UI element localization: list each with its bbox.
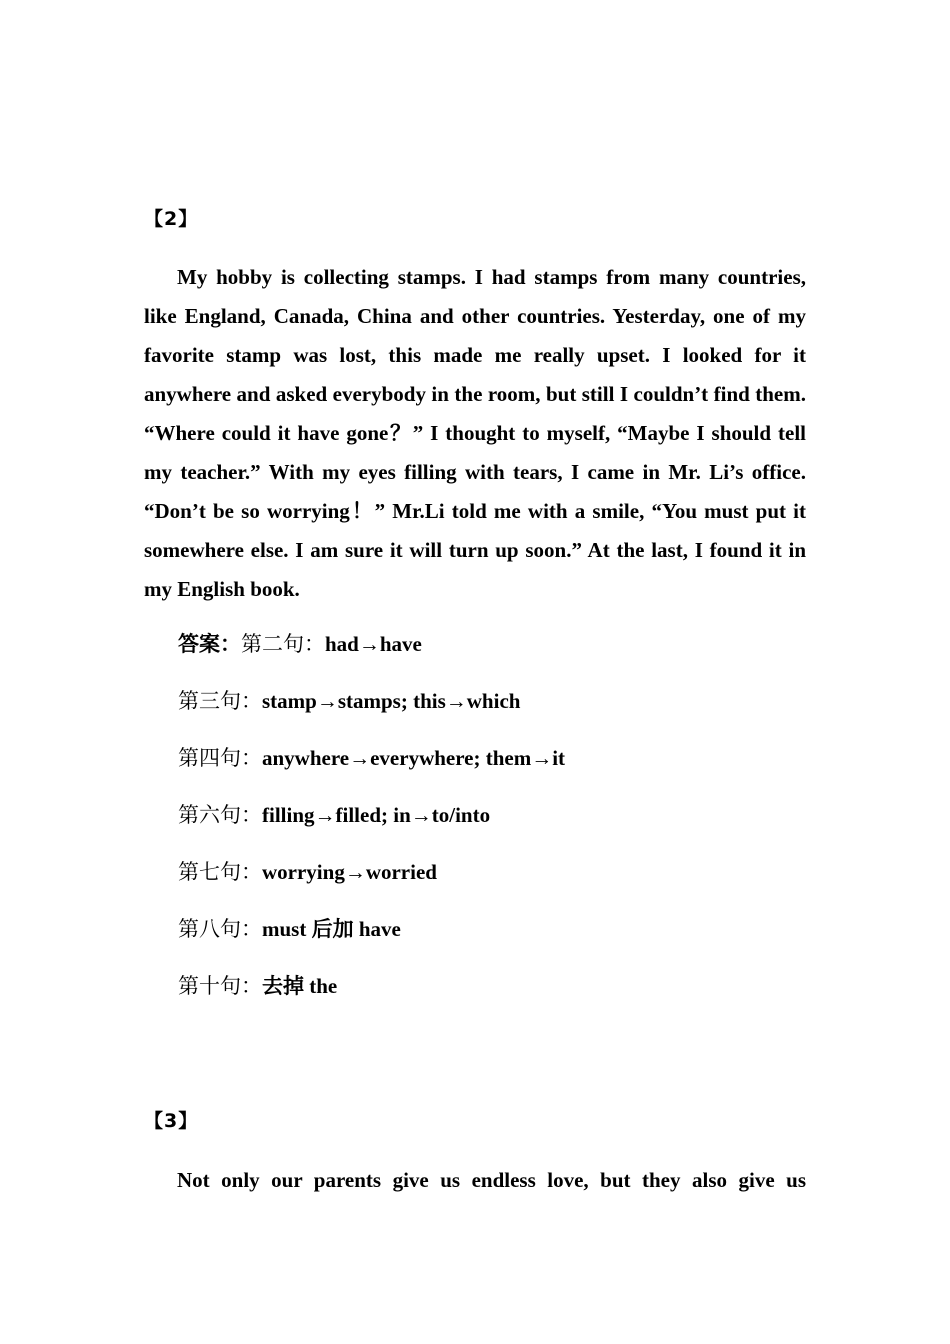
answer-correction: anywhere→everywhere; them→it — [262, 746, 566, 770]
answer-list — [178, 627, 565, 1026]
answer-item — [178, 741, 565, 798]
answer-sentence-label: 第六句： — [178, 803, 262, 827]
answer-item — [178, 684, 565, 741]
answer-sentence-label: 第七句： — [178, 860, 262, 884]
answer-item — [178, 855, 565, 912]
answer-correction: 去掉 the — [262, 974, 338, 998]
answer-correction: stamp→stamps; this→which — [262, 689, 521, 713]
section-2-label: 【2】 — [144, 208, 199, 230]
section-3-passage: Not only our parents give us endless love, but they also give us — [177, 1168, 806, 1192]
answer-item — [178, 627, 565, 684]
answer-correction: must 后加 have — [262, 917, 401, 941]
answer-item — [178, 798, 565, 855]
answer-item — [178, 912, 565, 969]
answer-sentence-label: 第十句： — [178, 974, 262, 998]
answer-sentence-label: 第四句： — [178, 746, 262, 770]
answer-sentence-label: 第八句： — [178, 917, 262, 941]
answer-correction: had→have — [325, 632, 422, 656]
answer-item — [178, 969, 565, 1026]
answer-sentence-label: 第二句： — [241, 632, 325, 656]
answer-correction: filling→filled; in→to/into — [262, 803, 491, 827]
section-2-passage: My hobby is collecting stamps. I had stamps from many countries, like England, Canada, China and other countries. Yesterday, one of my favorite stamp was lost, this made me really upset. I looked for it anywhere and asked everybody in the room, but still I couldn’t find them. “Where could it have gone？” I thought to myself, “Maybe I should tell my teacher.” With my eyes filling with tears, I came in Mr. Li’s office. “Don’t be so worrying！” Mr.Li told me with a smile, “You must put it somewhere else. I am sure it will turn up soon.” At the last, I found it in my English book. — [144, 265, 806, 601]
answer-sentence-label: 第三句： — [178, 689, 262, 713]
answer-prefix: 答案： — [178, 632, 241, 656]
section-3-label: 【3】 — [144, 1110, 199, 1132]
answer-correction: worrying→worried — [262, 860, 437, 884]
